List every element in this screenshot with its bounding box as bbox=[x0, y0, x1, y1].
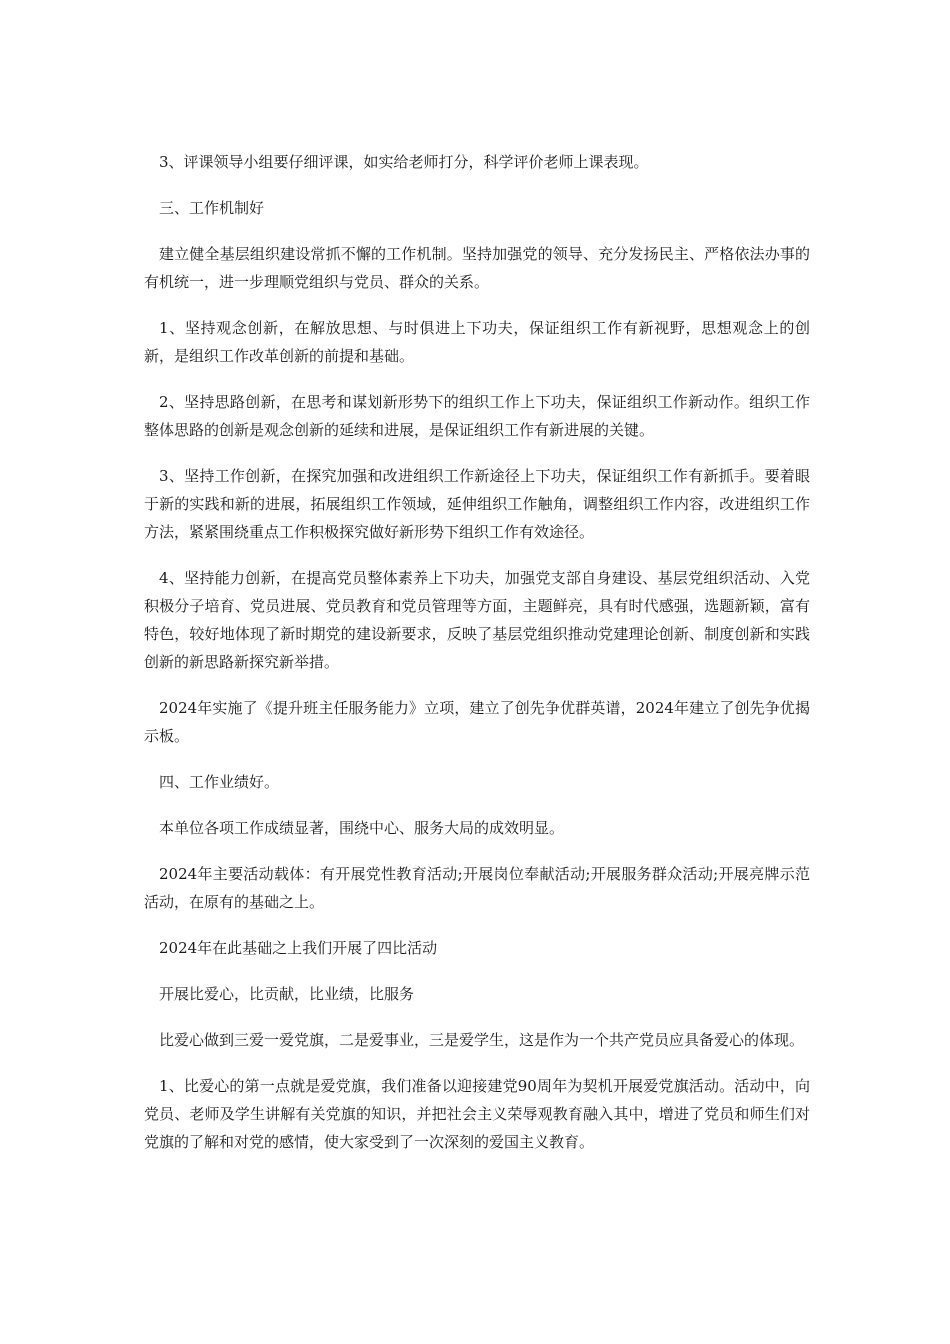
paragraph-3: 1、坚持观念创新，在解放思想、与时俱进上下功夫，保证组织工作有新视野，思想观念上的创新，是组织工作改革创新的前提和基础。 bbox=[144, 319, 810, 365]
paragraph-8: 本单位各项工作成绩显著，围绕中心、服务大局的成效明显。 bbox=[159, 819, 565, 837]
paragraph-9: 2024年主要活动载体：有开展党性教育活动;开展岗位奉献活动;开展服务群众活动;开展亮牌示范活动，在原有的基础之上。 bbox=[144, 865, 810, 911]
paragraph-4: 2、坚持思路创新，在思考和谋划新形势下的组织工作上下功夫，保证组织工作新动作。组织工作整体思路的创新是观念创新的延续和进展，是保证组织工作有新进展的关键。 bbox=[144, 393, 810, 439]
paragraph-6: 4、坚持能力创新，在提高党员整体素养上下功夫，加强党支部自身建设、基层党组织活动、入党积极分子培育、党员进展、党员教育和党员管理等方面，主题鲜亮，具有时代感强，选题新颖，富有特色，较好地体现了新时期党的建设新要求，反映了基层党组织推动党建理论创新、制度创新和实践创新的新思路新探究新举措。 bbox=[144, 569, 810, 671]
paragraph-13: 1、比爱心的第一点就是爱党旗，我们准备以迎接建党90周年为契机开展爱党旗活动。活动中，向党员、老师及学生讲解有关党旗的知识，并把社会主义荣辱观教育融入其中，增进了党员和师生们对党旗的了解和对党的感情，使大家受到了一次深刻的爱国主义教育。 bbox=[144, 1077, 810, 1151]
paragraph-12: 比爱心做到三爱一爱党旗，二是爱事业，三是爱学生，这是作为一个共产党员应具备爱心的体现。 bbox=[159, 1031, 805, 1049]
section-heading-4: 四、工作业绩好。 bbox=[159, 773, 280, 791]
paragraph-7: 2024年实施了《提升班主任服务能力》立项，建立了创先争优群英谱，2024年建立了创先争优揭示板。 bbox=[144, 699, 810, 745]
paragraph-5: 3、坚持工作创新，在探究加强和改进组织工作新途径上下功夫，保证组织工作有新抓手。要着眼于新的实践和新的进展，拓展组织工作领域，延伸组织工作触角，调整组织工作内容，改进组织工作方法，紧紧围绕重点工作积极探究做好新形势下组织工作有效途径。 bbox=[144, 467, 810, 541]
paragraph-2: 建立健全基层组织建设常抓不懈的工作机制。坚持加强党的领导、充分发扬民主、严格依法办事的有机统一，进一步理顺党组织与党员、群众的关系。 bbox=[144, 245, 810, 291]
document-body bbox=[144, 148, 810, 1174]
paragraph-11: 开展比爱心，比贡献，比业绩，比服务 bbox=[159, 985, 415, 1003]
paragraph-10: 2024年在此基础之上我们开展了四比活动 bbox=[159, 939, 438, 957]
section-heading-3: 三、工作机制好 bbox=[159, 199, 265, 217]
paragraph-1: 3、评课领导小组要仔细评课，如实给老师打分，科学评价老师上课表现。 bbox=[159, 153, 649, 171]
